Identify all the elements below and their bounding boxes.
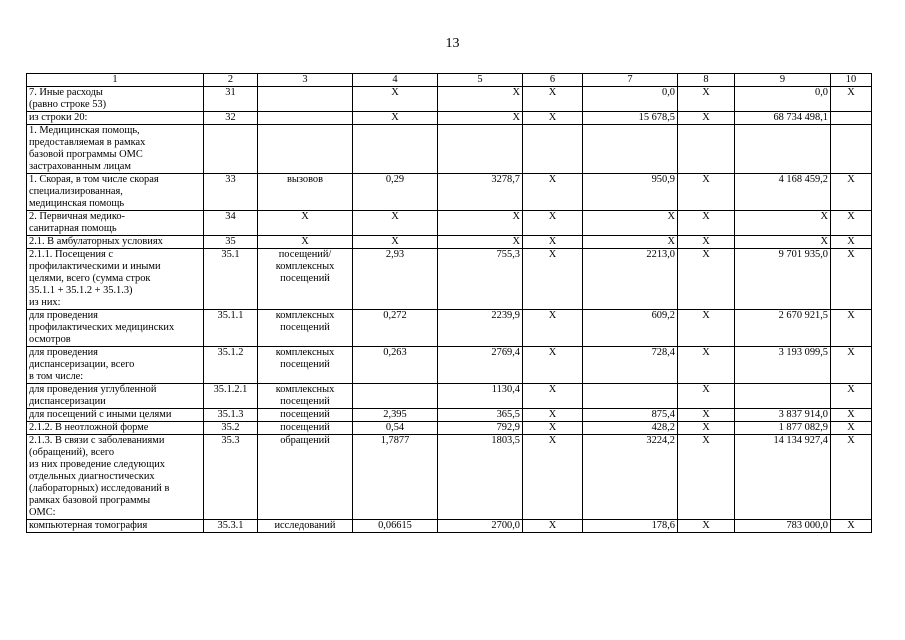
table-row [27,310,872,347]
table-row [27,211,872,236]
row-label: 2. Первичная медико- санитарная помощь [27,211,204,236]
cell-6: X [523,112,583,125]
cell-7 [583,125,678,174]
cell-6 [523,125,583,174]
table-row [27,384,872,409]
row-code: 35.1 [204,249,258,310]
row-label: для проведения диспансеризации, всего в том числе: [27,347,204,384]
table-row [27,249,872,310]
norm-cell: 0,06615 [353,520,438,533]
cell-8: X [678,384,735,409]
cell-6: X [523,520,583,533]
cost-cell: X [438,211,523,236]
row-label: для проведения профилактических медицинских осмотров [27,310,204,347]
row-label: из строки 20: [27,112,204,125]
unit-cell: вызовов [258,174,353,211]
cost-cell: 3278,7 [438,174,523,211]
cell-8: X [678,112,735,125]
cell-7: 609,2 [583,310,678,347]
cell-9: 1 877 082,9 [735,422,831,435]
row-code: 35.1.2 [204,347,258,384]
unit-cell: X [258,236,353,249]
cell-9: 3 837 914,0 [735,409,831,422]
cell-6: X [523,211,583,236]
cost-cell [438,125,523,174]
page-number: 13 [445,36,460,51]
cell-10: X [831,174,872,211]
cell-9: 4 168 459,2 [735,174,831,211]
cost-cell: 792,9 [438,422,523,435]
row-code: 35 [204,236,258,249]
unit-cell [258,112,353,125]
cell-8: X [678,347,735,384]
cell-10 [831,112,872,125]
cell-6: X [523,347,583,384]
header-row [27,74,872,87]
cell-9: 783 000,0 [735,520,831,533]
unit-cell: посещений [258,409,353,422]
cost-cell: 365,5 [438,409,523,422]
table-row [27,236,872,249]
column-header: 2 [204,74,258,87]
column-header: 4 [353,74,438,87]
cell-6: X [523,409,583,422]
cost-cell: 2239,9 [438,310,523,347]
row-code: 35.1.2.1 [204,384,258,409]
cell-7: 875,4 [583,409,678,422]
cost-cell: 755,3 [438,249,523,310]
column-header: 3 [258,74,353,87]
cost-cell: 2769,4 [438,347,523,384]
cell-10 [831,125,872,174]
column-header: 5 [438,74,523,87]
cell-9: 2 670 921,5 [735,310,831,347]
norm-cell: 2,93 [353,249,438,310]
cell-6: X [523,87,583,112]
column-header: 7 [583,74,678,87]
cell-10: X [831,249,872,310]
cell-8: X [678,211,735,236]
cell-10: X [831,310,872,347]
table-row [27,347,872,384]
unit-cell: комплексных посещений [258,347,353,384]
cell-9: 3 193 099,5 [735,347,831,384]
cost-cell: X [438,236,523,249]
norm-cell: X [353,112,438,125]
norm-cell: X [353,211,438,236]
cell-8: X [678,435,735,520]
cell-9: 68 734 498,1 [735,112,831,125]
cell-8: X [678,520,735,533]
unit-cell [258,87,353,112]
unit-cell: комплексных посещений [258,384,353,409]
cost-cell: X [438,87,523,112]
cell-8: X [678,87,735,112]
cell-6: X [523,310,583,347]
row-code [204,125,258,174]
cell-9: X [735,236,831,249]
norm-cell: 0,263 [353,347,438,384]
cell-8: X [678,174,735,211]
column-header: 8 [678,74,735,87]
row-label: 2.1.2. В неотложной форме [27,422,204,435]
cost-cell: 1130,4 [438,384,523,409]
cell-6: X [523,422,583,435]
cell-7: 178,6 [583,520,678,533]
cell-10: X [831,520,872,533]
cell-10: X [831,422,872,435]
column-header: 9 [735,74,831,87]
column-header: 10 [831,74,872,87]
table-row [27,520,872,533]
cell-9: X [735,211,831,236]
row-label: компьютерная томография [27,520,204,533]
cell-9 [735,125,831,174]
cell-7: 3224,2 [583,435,678,520]
cell-6: X [523,384,583,409]
cell-7: 728,4 [583,347,678,384]
row-label: 2.1. В амбулаторных условиях [27,236,204,249]
cell-6: X [523,249,583,310]
cell-9: 14 134 927,4 [735,435,831,520]
unit-cell: исследований [258,520,353,533]
row-code: 34 [204,211,258,236]
row-code: 35.3.1 [204,520,258,533]
cell-7: 15 678,5 [583,112,678,125]
table-row [27,112,872,125]
row-label: 2.1.1. Посещения с профилактическими и иными целями, всего (сумма строк 35.1.1 + 35.1.2 + 35.1.3) из них: [27,249,204,310]
cell-7: 950,9 [583,174,678,211]
row-label: 2.1.3. В связи с заболеваниями (обращений), всего из них проведение следующих отдельных диагностических (лабораторных) исследований в рамках базовой программы ОМС: [27,435,204,520]
cell-10: X [831,347,872,384]
cell-7: 0,0 [583,87,678,112]
cell-9: 0,0 [735,87,831,112]
norm-cell: X [353,87,438,112]
norm-cell [353,384,438,409]
cell-8: X [678,422,735,435]
cell-10: X [831,236,872,249]
table-row [27,409,872,422]
row-code: 33 [204,174,258,211]
cell-9: 9 701 935,0 [735,249,831,310]
row-label: для посещений с иными целями [27,409,204,422]
unit-cell: комплексных посещений [258,310,353,347]
table-row [27,87,872,112]
cost-cell: 2700,0 [438,520,523,533]
table-row [27,435,872,520]
table-row [27,125,872,174]
cell-7: 2213,0 [583,249,678,310]
norm-cell: 0,29 [353,174,438,211]
table-row [27,174,872,211]
data-table [26,73,872,533]
column-header: 6 [523,74,583,87]
cell-8: X [678,310,735,347]
row-code: 35.3 [204,435,258,520]
cell-8: X [678,409,735,422]
row-code: 31 [204,87,258,112]
norm-cell [353,125,438,174]
table-row [27,422,872,435]
row-label: 1. Медицинская помощь, предоставляемая в рамках базовой программы ОМС застрахованным лицам [27,125,204,174]
cell-6: X [523,174,583,211]
cost-cell: X [438,112,523,125]
row-code: 35.1.3 [204,409,258,422]
cell-9 [735,384,831,409]
cell-10: X [831,87,872,112]
row-code: 32 [204,112,258,125]
norm-cell: 0,272 [353,310,438,347]
cell-7: X [583,236,678,249]
unit-cell: обращений [258,435,353,520]
cell-10: X [831,384,872,409]
norm-cell: 0,54 [353,422,438,435]
cell-6: X [523,435,583,520]
cell-7 [583,384,678,409]
row-label: 7. Иные расходы (равно строке 53) [27,87,204,112]
unit-cell: посещений/ комплексных посещений [258,249,353,310]
row-label: 1. Скорая, в том числе скорая специализированная, медицинская помощь [27,174,204,211]
unit-cell [258,125,353,174]
norm-cell: X [353,236,438,249]
cell-8: X [678,236,735,249]
row-code: 35.1.1 [204,310,258,347]
cell-10: X [831,435,872,520]
row-label: для проведения углубленной диспансеризации [27,384,204,409]
cell-8: X [678,249,735,310]
cost-cell: 1803,5 [438,435,523,520]
column-header: 1 [27,74,204,87]
norm-cell: 1,7877 [353,435,438,520]
norm-cell: 2,395 [353,409,438,422]
cell-10: X [831,409,872,422]
cell-7: X [583,211,678,236]
row-code: 35.2 [204,422,258,435]
unit-cell: посещений [258,422,353,435]
cell-10: X [831,211,872,236]
unit-cell: X [258,211,353,236]
cell-8 [678,125,735,174]
cell-6: X [523,236,583,249]
cell-7: 428,2 [583,422,678,435]
